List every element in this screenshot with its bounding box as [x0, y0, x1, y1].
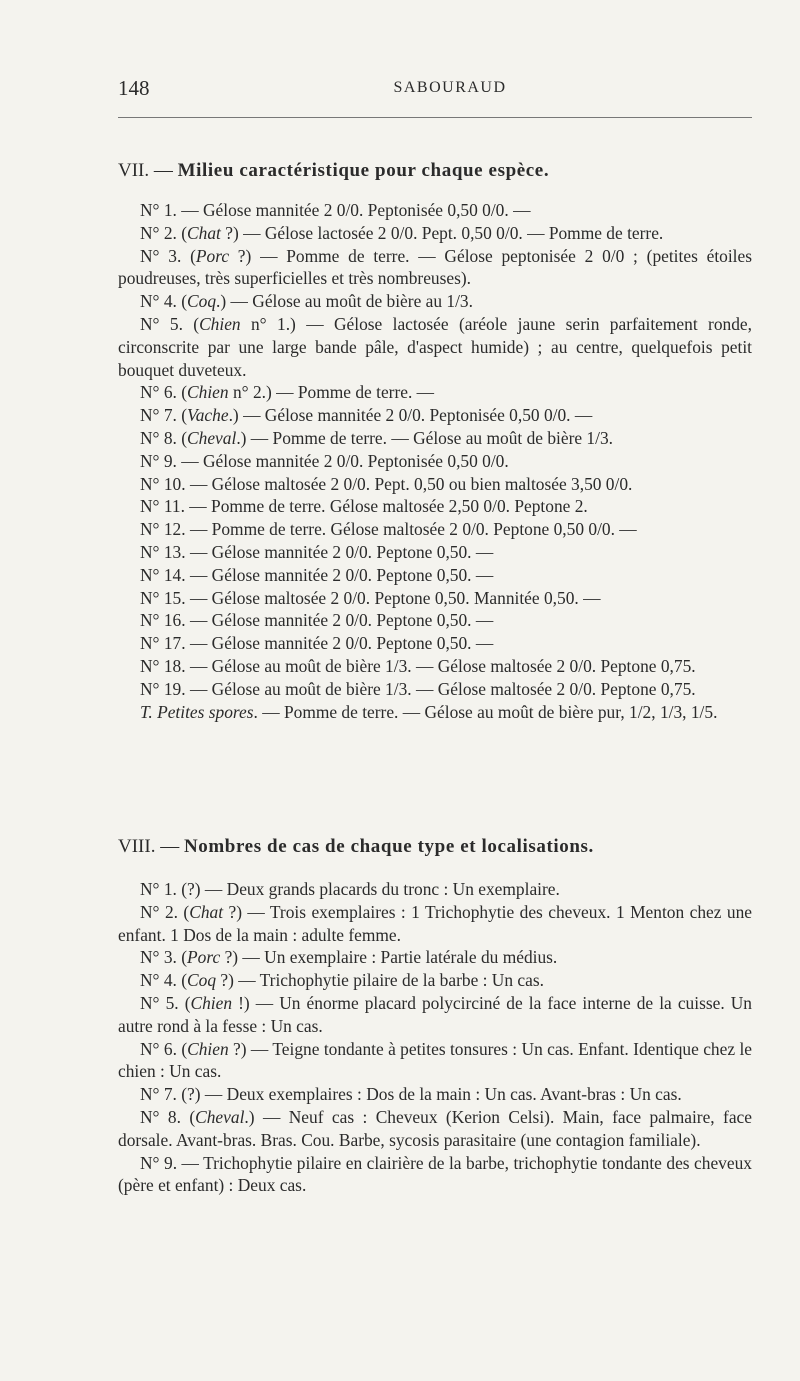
section-vii-item-16: N° 16. — Gélose mannitée 2 0/0. Peptone 0,50. — — [140, 610, 494, 631]
section-vii-item-15: N° 15. — Gélose maltosée 2 0/0. Peptone 0,50. Mannitée 0,50. — — [140, 587, 601, 608]
section-viii-item-9: N° 9. — Trichophytie pilaire en clairière de la barbe, trichophytie tondante des cheveux (père et enfant) : Deux cas. — [118, 1152, 752, 1196]
section-vii-item-7: N° 7. (Vache.) — Gélose mannitée 2 0/0. Peptonisée 0,50 0/0. — — [140, 405, 593, 426]
section-vii-item-17: N° 17. — Gélose mannitée 2 0/0. Peptone 0,50. — — [140, 633, 494, 654]
section-vii-item-3: N° 3. (Porc ?) — Pomme de terre. — Gélose peptonisée 2 0/0 ; (petites étoiles poudreuses, très superficielles et très nombreuses). — [118, 245, 752, 289]
section-viii-number: VIII. — — [118, 836, 180, 857]
section-vii-item-13: N° 13. — Gélose mannitée 2 0/0. Peptone 0,50. — — [140, 541, 494, 562]
section-viii-body — [118, 878, 752, 1197]
section-viii-item-8: N° 8. (Cheval.) — Neuf cas : Cheveux (Kerion Celsi). Main, face palmaire, face dorsale. Avant-bras. Bras. Cou. Barbe, sycosis parasitaire (une contagion familiale). — [118, 1106, 752, 1150]
section-vii-item-4: N° 4. (Coq.) — Gélose au moût de bière au 1/3. — [140, 291, 473, 312]
running-title: SABOURAUD — [393, 79, 507, 96]
section-viii-item-6: N° 6. (Chien ?) — Teigne tondante à petites tonsures : Un cas. Enfant. Identique chez le chien : Un cas. — [118, 1038, 752, 1082]
section-viii-item-7: N° 7. (?) — Deux exemplaires : Dos de la main : Un cas. Avant-bras : Un cas. — [140, 1084, 682, 1105]
section-vii-item-6: N° 6. (Chien n° 2.) — Pomme de terre. — — [140, 382, 435, 403]
header-rule — [118, 117, 752, 118]
section-viii-item-1: N° 1. (?) — Deux grands placards du tronc : Un exemplaire. — [140, 879, 560, 899]
section-vii-item-11: N° 11. — Pomme de terre. Gélose maltosée 2,50 0/0. Peptone 2. — [140, 496, 588, 517]
section-vii-item-8: N° 8. (Cheval.) — Pomme de terre. — Gélose au moût de bière 1/3. — [140, 427, 614, 448]
section-vii-item-2: N° 2. (Chat ?) — Gélose lactosée 2 0/0. Pept. 0,50 0/0. — Pomme de terre. — [140, 222, 664, 243]
section-vii-body — [118, 199, 752, 723]
section-viii-title: Nombres de cas de chaque type et localisations. — [183, 836, 594, 857]
section-vii-item-1: N° 1. — Gélose mannitée 2 0/0. Peptonisée 0,50 0/0. — — [140, 200, 531, 220]
section-viii-item-2: N° 2. (Chat ?) — Trois exemplaires : 1 Trichophytie des cheveux. 1 Menton chez une enfant. 1 Dos de la main : adulte femme. — [118, 901, 752, 945]
section-vii-number: VII. — — [118, 160, 173, 181]
section-vii-title: Milieu caractéristique pour chaque espèce. — [177, 160, 550, 181]
section-vii-item-20: T. Petites spores. — Pomme de terre. — Gélose au moût de bière pur, 1/2, 1/3, 1/5. — [140, 701, 718, 722]
section-vii-item-10: N° 10. — Gélose maltosée 2 0/0. Pept. 0,50 ou bien maltosée 3,50 0/0. — [140, 473, 633, 494]
page-number: 148 — [118, 76, 150, 100]
section-vii-item-12: N° 12. — Pomme de terre. Gélose maltosée 2 0/0. Peptone 0,50 0/0. — — [140, 519, 637, 540]
section-vii-item-5: N° 5. (Chien n° 1.) — Gélose lactosée (aréole jaune serin parfaitement ronde, circonscrite par une large bande pâle, d'aspect humide) ; au centre, quelquefois petit bouquet duveteux. — [118, 313, 752, 380]
section-vii-heading — [118, 160, 549, 182]
section-viii-heading — [118, 836, 594, 858]
section-vii-item-9: N° 9. — Gélose mannitée 2 0/0. Peptonisée 0,50 0/0. — [140, 450, 509, 471]
section-vii-item-14: N° 14. — Gélose mannitée 2 0/0. Peptone 0,50. — — [140, 564, 494, 585]
section-viii-item-5: N° 5. (Chien !) — Un énorme placard polycirciné de la face interne de la cuisse. Un autre rond à la fesse : Un cas. — [118, 992, 752, 1036]
section-vii-item-18: N° 18. — Gélose au moût de bière 1/3. — Gélose maltosée 2 0/0. Peptone 0,75. — [140, 655, 696, 676]
section-viii-item-4: N° 4. (Coq ?) — Trichophytie pilaire de la barbe : Un cas. — [140, 970, 544, 991]
section-viii-item-3: N° 3. (Porc ?) — Un exemplaire : Partie latérale du médius. — [140, 947, 558, 968]
section-vii-item-19: N° 19. — Gélose au moût de bière 1/3. — Gélose maltosée 2 0/0. Peptone 0,75. — [140, 678, 696, 699]
page-header — [118, 76, 752, 102]
